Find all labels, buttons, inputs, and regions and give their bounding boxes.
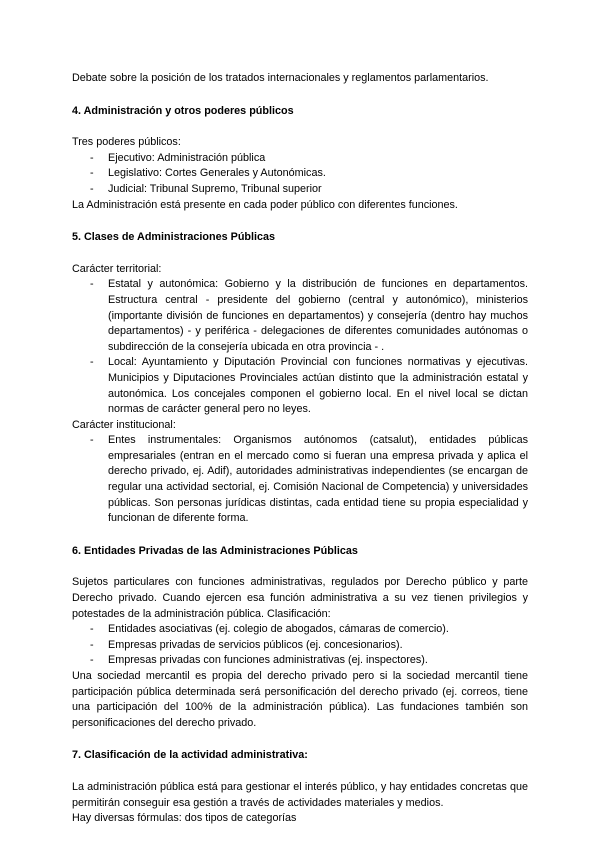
list-item: - Entidades asociativas (ej. colegio de abogados, cámaras de comercio). (72, 622, 528, 638)
section-4-list (72, 151, 528, 198)
bullet: - (90, 182, 94, 195)
section-7-heading: 7. Clasificación de la actividad administrativa: (72, 749, 308, 762)
intro-text: Debate sobre la posición de los tratados internacionales y reglamentos parlamentarios. (72, 72, 489, 84)
bullet: - (90, 167, 94, 180)
institutional-list (72, 433, 528, 527)
section-4-lead: Tres poderes públicos: (72, 136, 181, 149)
section-6-paragraph: Sujetos particulares con funciones administrativas, regulados por Derecho público y parte Derecho privado. Cuando ejercen esa función administrativa a su vez tienen privilegios y potestades de la administración pública. Clasificación: (72, 576, 528, 620)
section-7-line: Hay diversas fórmulas: dos tipos de categorías (72, 812, 297, 825)
section-5-heading: 5. Clases de Administraciones Públicas (72, 231, 276, 244)
bullet: - (90, 623, 94, 636)
section-4-closing: La Administración está presente en cada poder público con diferentes funciones. (72, 198, 458, 211)
territorial-lead: Carácter territorial: (72, 262, 162, 275)
institutional-lead: Carácter institucional: (72, 418, 176, 431)
list-item: - Judicial: Tribunal Supremo, Tribunal superior (72, 182, 528, 198)
section-6-heading: 6. Entidades Privadas de las Administraciones Públicas (72, 544, 358, 557)
section-6-closing: Una sociedad mercantil es propia del derecho privado pero si la sociedad mercantil tiene participación pública determinada será personificación del derecho privado (ej. correos, tiene una participación del 100% de la administración pública). Las fundaciones también son personificaciones del derecho privado. (72, 670, 528, 729)
list-item: - Entes instrumentales: Organismos autónomos (catsalut), entidades públicas empresariales (entran en el mercado como si fueran una empresa privada y aplica el derecho privado, ej. Adif), autoridades administrativas independientes (se encargan de regular una actividad sectorial, ej. Comisión Nacional de Competencia) y universidades públicas. Son personas jurídicas distintas, cada entidad tiene su propia especialidad y funcionan de diferente forma. (90, 434, 528, 525)
bullet: - (90, 151, 94, 164)
list-item: - Empresas privadas de servicios públicos (ej. concesionarios). (72, 638, 528, 654)
bullet: - (90, 356, 94, 369)
bullet: - (90, 278, 94, 291)
bullet: - (90, 434, 94, 447)
list-item: - Empresas privadas con funciones administrativas (ej. inspectores). (72, 653, 528, 669)
document-page (72, 71, 528, 827)
territorial-list (72, 277, 528, 417)
section-4-heading: 4. Administración y otros poderes públicos (72, 104, 294, 117)
section-6-list (72, 622, 528, 669)
list-item: - Estatal y autonómica: Gobierno y la distribución de funciones en departamentos. Estructura central - presidente del gobierno (central y autonómico), ministerios (importante división de funciones en departamentos) y consejería (dentro hay muchos departamentos) - y periférica - delegaciones de diferentes comunidades autónomas o subdirección de la consejería ubicada en otra provincia - . (90, 278, 528, 353)
list-item: - Local: Ayuntamiento y Diputación Provincial con funciones normativas y ejecutivas. Municipios y Diputaciones Provinciales actúan distinto que la administración estatal y autonómica. Los concejales componen el gobierno local. En el nivel local se dictan normas de carácter general pero no leyes. (90, 356, 528, 416)
list-item: - Legislativo: Cortes Generales y Autonómicas. (72, 166, 528, 182)
list-item: - Ejecutivo: Administración pública (72, 151, 528, 167)
section-7-paragraph: La administración pública está para gestionar el interés público, y hay entidades concretas que permitirán conseguir esa gestión a través de actividades materiales y medios. (72, 780, 528, 809)
bullet: - (90, 638, 94, 651)
bullet: - (90, 654, 94, 667)
